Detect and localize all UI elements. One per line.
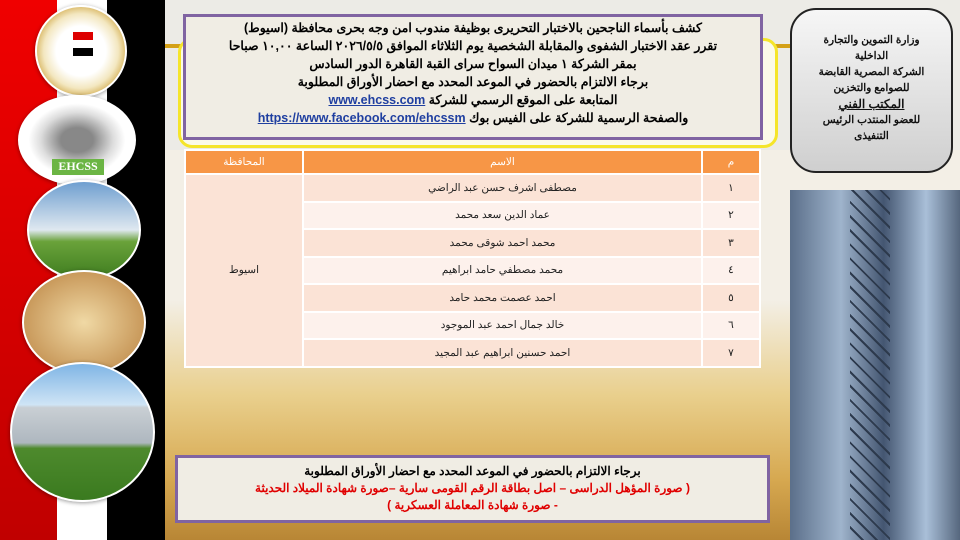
requirements-list-cont: - صورة شهادة المعاملة العسكرية ) xyxy=(387,498,558,512)
requirements-list: ( صورة المؤهل الدراسى – اصل بطاقة الرقم القومى سارية –صورة شهادة الميلاد الحديثة xyxy=(255,481,690,495)
requirements-title: برجاء الالتزام بالحضور في الموعد المحدد مع احضار الأوراق المطلوبة xyxy=(304,464,641,478)
wheat-photo xyxy=(22,270,146,375)
row-number: ١ xyxy=(702,174,760,202)
ministry-line: وزارة التموين والتجارة xyxy=(823,34,920,46)
silo-tower-photo xyxy=(790,190,960,540)
attendance-note: برجاء الالتزام بالحضور في الموعد المحدد مع احضار الأوراق المطلوبة xyxy=(297,75,649,89)
ehcss-logo-text: EHCSS xyxy=(52,159,104,175)
header-num: م xyxy=(702,150,760,174)
ministry-line: التنفيذى xyxy=(854,130,889,142)
facebook-link[interactable]: https://www.facebook.com/ehcssm xyxy=(257,111,466,125)
row-number: ٢ xyxy=(702,202,760,230)
table-row xyxy=(185,174,760,202)
ministry-line: للصوامع والتخزين xyxy=(833,82,910,94)
website-label: المتابعة على الموقع الرسمي للشركة xyxy=(428,93,618,107)
candidate-name: خالد جمال احمد عبد الموجود xyxy=(303,312,702,340)
candidate-name: عماد الدين سعد محمد xyxy=(303,202,702,230)
announcement-title: كشف بأسماء الناجحين بالاختبار التحريرى بوظيفة مندوب امن وجه بحرى محافظة (اسيوط) xyxy=(243,21,703,35)
row-number: ٤ xyxy=(702,257,760,285)
irrigation-photo xyxy=(27,180,141,280)
header-name: الاسم xyxy=(303,150,702,174)
candidate-name: احمد عصمت محمد حامد xyxy=(303,284,702,312)
facebook-label: والصفحة الرسمية للشركة على الفيس بوك xyxy=(469,111,689,125)
row-number: ٥ xyxy=(702,284,760,312)
ministry-box xyxy=(790,8,953,173)
row-number: ٣ xyxy=(702,229,760,257)
candidate-name: محمد احمد شوقى محمد xyxy=(303,229,702,257)
ministry-line: للعضو المنتدب الرئيس xyxy=(822,114,921,126)
ministry-line: الداخلية xyxy=(854,50,889,62)
ehcss-logo xyxy=(18,95,136,185)
row-number: ٧ xyxy=(702,339,760,367)
row-number: ٦ xyxy=(702,312,760,340)
candidate-name: احمد حسنين ابراهيم عبد المجيد xyxy=(303,339,702,367)
website-link[interactable]: www.ehcss.com xyxy=(328,93,426,107)
technical-office-title: المكتب الفني xyxy=(838,97,905,111)
candidates-table xyxy=(184,149,761,368)
candidate-name: محمد مصطفي حامد ابراهيم xyxy=(303,257,702,285)
ministry-line: الشركة المصرية القابضة xyxy=(818,66,925,78)
header-governorate: المحافظة xyxy=(185,150,303,174)
ministry-emblem-logo xyxy=(35,5,127,97)
announcement-box xyxy=(183,14,763,140)
candidate-name: مصطفى اشرف حسن عبد الراضي xyxy=(303,174,702,202)
requirements-box xyxy=(175,455,770,523)
governorate-cell: اسيوط xyxy=(185,174,303,367)
silos-photo xyxy=(10,362,155,502)
exam-location: بمقر الشركة ١ ميدان السواح سراى القبة القاهرة الدور السادس xyxy=(309,57,637,71)
exam-schedule: تقرر عقد الاختبار الشفوى والمقابلة الشخصية يوم الثلاثاء الموافق ٢٠٢٦/٥/٥ الساعة ١٠,٠٠ صباحا xyxy=(228,39,718,53)
